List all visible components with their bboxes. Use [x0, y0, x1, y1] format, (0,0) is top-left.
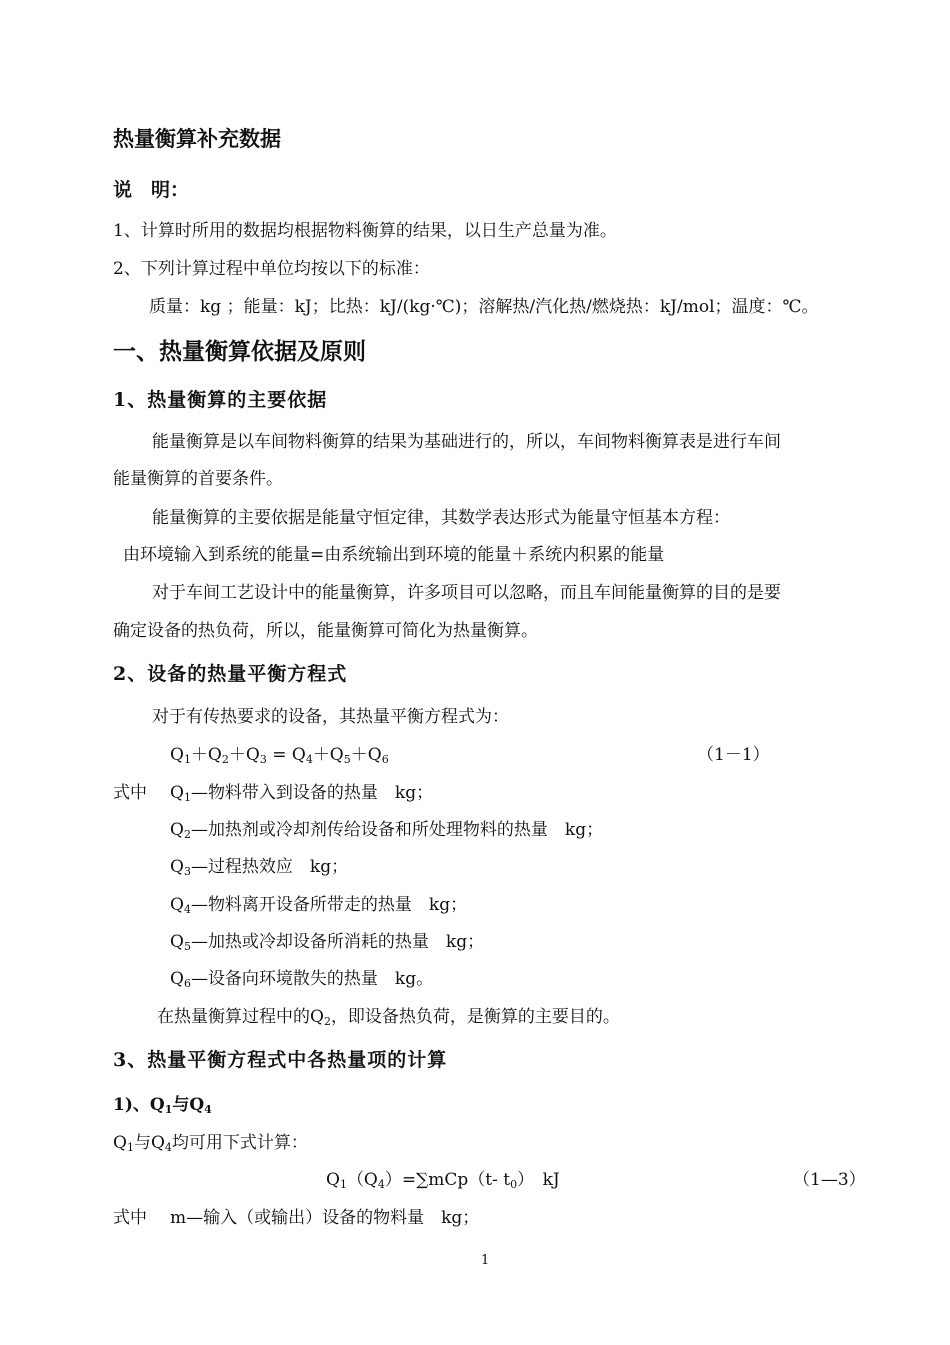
document-title: 热量衡算补充数据	[113, 126, 281, 151]
q2-definition: $Q_2—$加热剂或冷却剂传给设备和所处理物料的热量 kg；	[170, 820, 604, 841]
q2-note-prefix: 在热量衡算过程中的	[157, 1007, 310, 1027]
q2-description: —加热剂或冷却剂传给设备和所处理物料的热量 kg；	[190, 820, 604, 840]
page-number: 1	[481, 1253, 490, 1268]
item-1-heading-mid: 与Q	[172, 1095, 205, 1115]
q2-note-suffix: ，即设备热负荷，是衡算的主要目的。	[330, 1007, 620, 1027]
q6-description: —设备向环境散失的热量 kg。	[190, 969, 434, 989]
equation-number: （1－1）	[697, 745, 770, 765]
energy-balance-statement: 由环境输入到系统的能量=由系统输出到环境的能量＋系统内积累的能量	[123, 545, 665, 565]
heat-balance-equation: $Q_1+Q_2+Q_3 = Q_4+Q_5+Q_6$	[170, 745, 389, 766]
q1-definition: $Q_1—$物料带入到设备的热量 kg；	[170, 783, 434, 804]
m-definition: m—输入（或输出）设备的物料量 kg；	[170, 1208, 480, 1228]
subsection-2-heading: 2、设备的热量平衡方程式	[113, 663, 348, 685]
formula-number: （1—3）	[793, 1170, 866, 1190]
formula-tail: ） kJ	[517, 1170, 560, 1190]
section-1-heading: 一、热量衡算依据及原则	[113, 338, 366, 365]
q1-q4-intro-suffix: 均可用下式计算：	[171, 1133, 308, 1153]
item-1-heading: 1)、$Q_1$与$Q_4$	[113, 1095, 212, 1116]
where-label-2: 式中	[113, 1208, 147, 1228]
formula-body: =∑mCp（t- t	[401, 1170, 511, 1190]
q3-description: —过程热效应 kg；	[190, 857, 349, 877]
item-1-heading-prefix: 1)、Q	[113, 1095, 165, 1115]
q4-description: —物料离开设备所带走的热量 kg；	[190, 895, 468, 915]
equation-intro: 对于有传热要求的设备，其热量平衡方程式为：	[152, 707, 509, 727]
q3-definition: $Q_3—$过程热效应 kg；	[170, 857, 349, 878]
paragraph-2: 能量衡算的主要依据是能量守恒定律，其数学表达形式为能量守恒基本方程：	[152, 508, 730, 528]
q1-q4-intro: $Q_1$与$Q_4$均可用下式计算：	[113, 1133, 308, 1154]
q5-definition: $Q_5—$加热或冷却设备所消耗的热量 kg；	[170, 932, 485, 953]
note-units: 质量：kg ；能量：kJ；比热：kJ/(kg·℃)；溶解热/汽化热/燃烧热：kJ/mol；温度：℃。	[149, 297, 819, 317]
note-heading: 说 明：	[113, 179, 190, 201]
q4-definition: $Q_4—$物料离开设备所带走的热量 kg；	[170, 895, 468, 916]
q1-description: —物料带入到设备的热量 kg；	[190, 783, 434, 803]
paragraph-3-line-2: 确定设备的热负荷，所以，能量衡算可简化为热量衡算。	[113, 621, 538, 641]
paragraph-1-line-2: 能量衡算的首要条件。	[113, 469, 283, 489]
paragraph-1-line-1: 能量衡算是以车间物料衡算的结果为基础进行的，所以，车间物料衡算表是进行车间	[152, 432, 781, 452]
subsection-1-heading: 1、热量衡算的主要依据	[113, 389, 328, 411]
note-item-1: 1、计算时所用的数据均根据物料衡算的结果，以日生产总量为准。	[113, 221, 617, 241]
q1-q4-intro-mid: 与	[133, 1133, 151, 1153]
where-label: 式中	[113, 783, 147, 803]
subsection-3-heading: 3、热量平衡方程式中各热量项的计算	[113, 1049, 448, 1071]
q2-note: 在热量衡算过程中的$Q_2$，即设备热负荷，是衡算的主要目的。	[157, 1007, 620, 1028]
q1-q4-formula: $Q_1(Q_4)=\sum mCp(t-$ $t_0$） kJ	[326, 1170, 560, 1191]
note-item-2: 2、下列计算过程中单位均按以下的标准：	[113, 259, 430, 279]
q5-description: —加热或冷却设备所消耗的热量 kg；	[190, 932, 485, 952]
q6-definition: $Q_6—$设备向环境散失的热量 kg。	[170, 969, 434, 990]
paragraph-3-line-1: 对于车间工艺设计中的能量衡算，许多项目可以忽略，而且车间能量衡算的目的是要	[152, 583, 781, 603]
